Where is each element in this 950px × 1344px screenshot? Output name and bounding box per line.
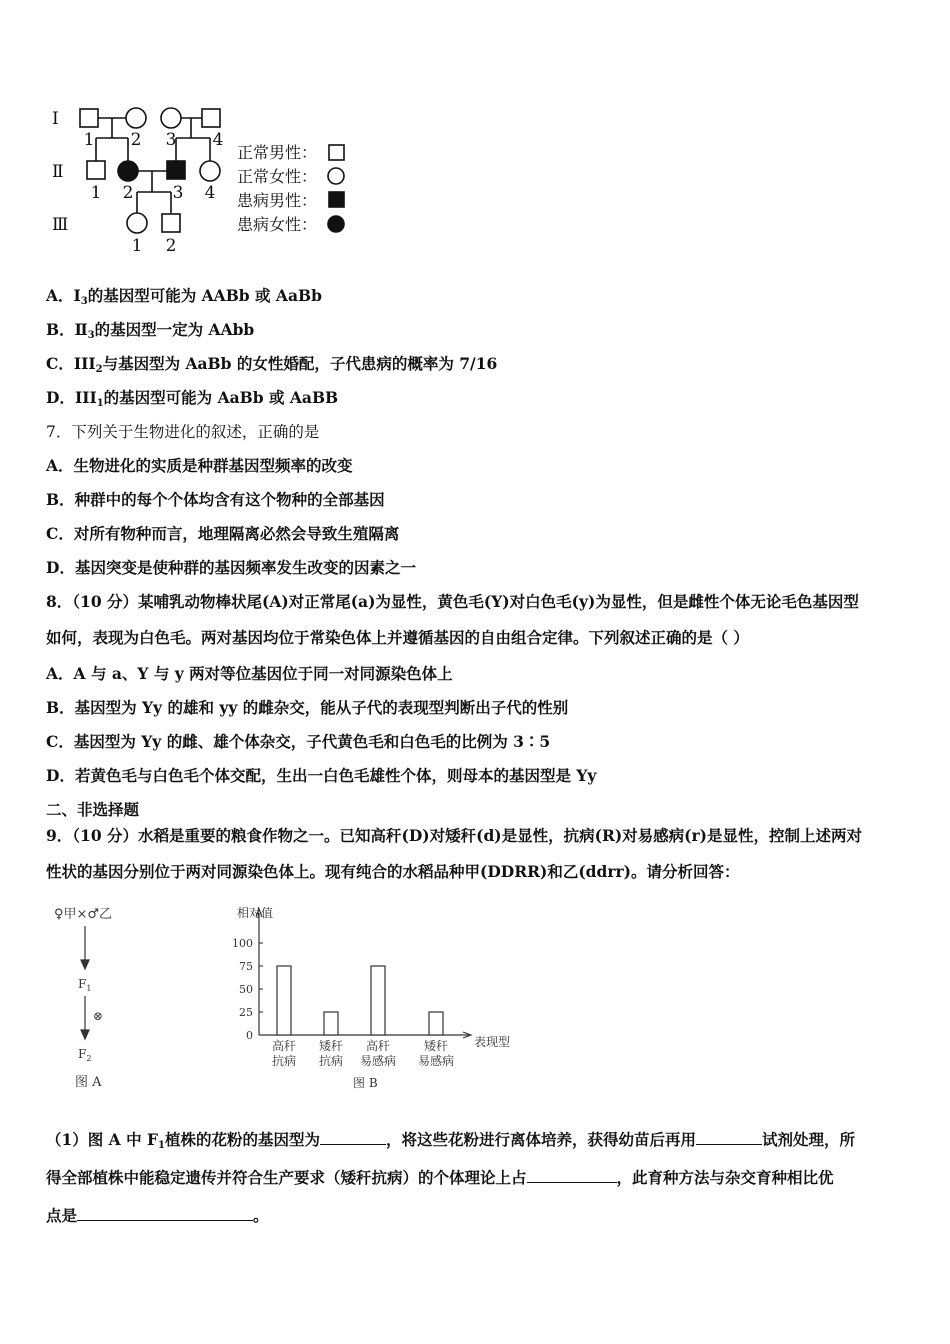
x-category-label: 抗病	[318, 1054, 344, 1068]
pedigree-chart	[40, 100, 360, 265]
gen1-num-4: 4	[212, 130, 224, 150]
q7-option-b: B．种群中的每个个体均含有这个物种的全部基因	[46, 490, 385, 509]
legend-normal-female-icon	[328, 168, 344, 184]
bar	[277, 966, 291, 1035]
gen1-num-1: 1	[83, 130, 95, 150]
q8-option-c: C．基因型为 Yy 的雌、雄个体杂交，子代黄色毛和白色毛的比例为 3∶5	[46, 732, 551, 751]
y-axis-title: 相对值	[237, 906, 274, 920]
q7-stem: 7．下列关于生物进化的叙述，正确的是	[46, 423, 320, 441]
x-category-label: 矮秆	[423, 1039, 449, 1053]
legend-normal-male: 正常男性：	[237, 143, 318, 162]
legend-normal-male-icon	[329, 145, 344, 160]
legend-affected-female-icon	[328, 216, 344, 232]
x-axis-title: 表现型	[474, 1035, 511, 1049]
q9-stem-line2: 性状的基因分别位于两对同源染色体上。现有纯合的水稻品种甲(DDRR)和乙(ddrr)。请分析回答：	[46, 862, 740, 881]
gen2-num-1: 1	[90, 183, 102, 203]
gen3-num-1: 1	[131, 236, 143, 256]
x-category-label: 易感病	[359, 1054, 397, 1068]
y-tick-label: 50	[239, 983, 253, 996]
gen2-affected-male-3	[167, 161, 185, 179]
gen1-num-3: 3	[165, 130, 177, 150]
q8-stem-line2: 如何，表现为白色毛。两对基因均位于常染色体上并遵循基因的自由组合定律。下列叙述正确的是（ ）	[46, 628, 749, 647]
q8-stem-line1: 8．（10 分）某哺乳动物棒状尾(A)对正常尾(a)为显性，黄色毛(Y)对白色毛(y)为显性，但是雌性个体无论毛色基因型	[46, 592, 859, 611]
gen1-num-2: 2	[130, 130, 142, 150]
gen3-male-2	[162, 214, 180, 232]
figa-selfing-symbol: ⊗	[93, 1009, 104, 1023]
q7-option-c: C．对所有物种而言，地理隔离必然会导致生殖隔离	[46, 524, 400, 543]
chart-caption: 图 B	[353, 1076, 378, 1090]
figa-f1-label: $F_1$	[78, 977, 92, 993]
q9-sub1-line3: 点是 。	[46, 1206, 269, 1225]
bar	[371, 966, 385, 1035]
q8-option-a: A．A 与 a、Y 与 y 两对等位基因位于同一对同源染色体上	[46, 664, 453, 683]
figure-a-cross-diagram	[48, 900, 158, 1095]
x-category-label: 易感病	[417, 1054, 455, 1068]
q6-option-a: A．$Ⅰ_3$的基因型可能为 AABb 或 AaBb	[46, 286, 322, 307]
figure-b-bar-chart	[225, 905, 525, 1095]
bar	[429, 1012, 443, 1035]
gen2-num-2: 2	[122, 183, 134, 203]
gen2-male-1	[87, 161, 105, 179]
gen2-num-4: 4	[204, 183, 216, 203]
gen-label-1: Ⅰ	[52, 109, 59, 129]
x-category-label: 矮秆	[318, 1039, 344, 1053]
legend-affected-female: 患病女性：	[237, 215, 318, 234]
section-heading: 二、非选择题	[46, 800, 140, 819]
gen2-female-4	[200, 161, 220, 181]
y-tick-label: 0	[246, 1029, 253, 1042]
gen3-female-1	[127, 213, 147, 233]
gen1-male-1	[80, 109, 98, 127]
figa-f2-label: $F_2$	[78, 1047, 92, 1063]
q7-option-d: D．基因突变是使种群的基因频率发生改变的因素之一	[46, 558, 416, 577]
y-tick-label: 100	[232, 937, 253, 950]
answer-blank-2[interactable]	[696, 1130, 762, 1145]
figa-caption: 图 A	[75, 1075, 102, 1090]
q6-option-d: D．$III_1$的基因型可能为 AaBb 或 AaBB	[46, 388, 339, 409]
answer-blank-1[interactable]	[320, 1130, 386, 1145]
gen3-num-2: 2	[165, 236, 177, 256]
gen1-male-4	[202, 109, 220, 127]
q6-option-b: B．$Ⅱ_3$的基因型一定为 AAbb	[46, 320, 255, 341]
q9-sub1-line1: （1）图 A 中 $F_1$植株的花粉的基因型为 ，将这些花粉进行离体培养，获得幼苗后再用 试剂处理，所	[46, 1130, 856, 1151]
answer-blank-4[interactable]	[77, 1206, 253, 1221]
gen-label-3: Ⅲ	[52, 215, 69, 235]
legend-affected-male-icon	[329, 192, 344, 207]
figa-cross-label: ♀甲×♂乙	[54, 907, 113, 922]
x-category-label: 高秆	[271, 1039, 297, 1053]
q7-option-a: A．生物进化的实质是种群基因型频率的改变	[46, 456, 353, 475]
gen2-num-3: 3	[172, 183, 184, 203]
gen1-female-2	[126, 108, 146, 128]
gen-label-2: Ⅱ	[52, 162, 64, 182]
gen1-female-3	[161, 108, 181, 128]
q8-option-d: D．若黄色毛与白色毛个体交配，生出一白色毛雄性个体，则母本的基因型是 Yy	[46, 766, 597, 785]
bar	[324, 1012, 338, 1035]
answer-blank-3[interactable]	[527, 1168, 617, 1183]
q9-stem-line1: 9．（10 分）水稻是重要的粮食作物之一。已知高秆(D)对矮秆(d)是显性，抗病(R)对易感病(r)是显性，控制上述两对	[46, 826, 863, 845]
y-tick-label: 25	[239, 1006, 253, 1019]
q8-option-b: B．基因型为 Yy 的雄和 yy 的雌杂交，能从子代的表现型判断出子代的性别	[46, 698, 569, 717]
legend-normal-female: 正常女性：	[237, 167, 318, 186]
y-tick-label: 75	[239, 960, 253, 973]
x-category-label: 抗病	[271, 1054, 297, 1068]
x-category-label: 高秆	[365, 1039, 391, 1053]
q9-sub1-line2: 得全部植株中能稳定遗传并符合生产要求（矮秆抗病）的个体理论上占 ，此育种方法与杂交育种相比优	[46, 1168, 834, 1187]
q6-option-c: C．$III_2$与基因型为 AaBb 的女性婚配，子代患病的概率为 7/16	[46, 354, 498, 375]
legend-affected-male: 患病男性：	[237, 191, 318, 210]
gen2-affected-female-2	[118, 161, 138, 181]
